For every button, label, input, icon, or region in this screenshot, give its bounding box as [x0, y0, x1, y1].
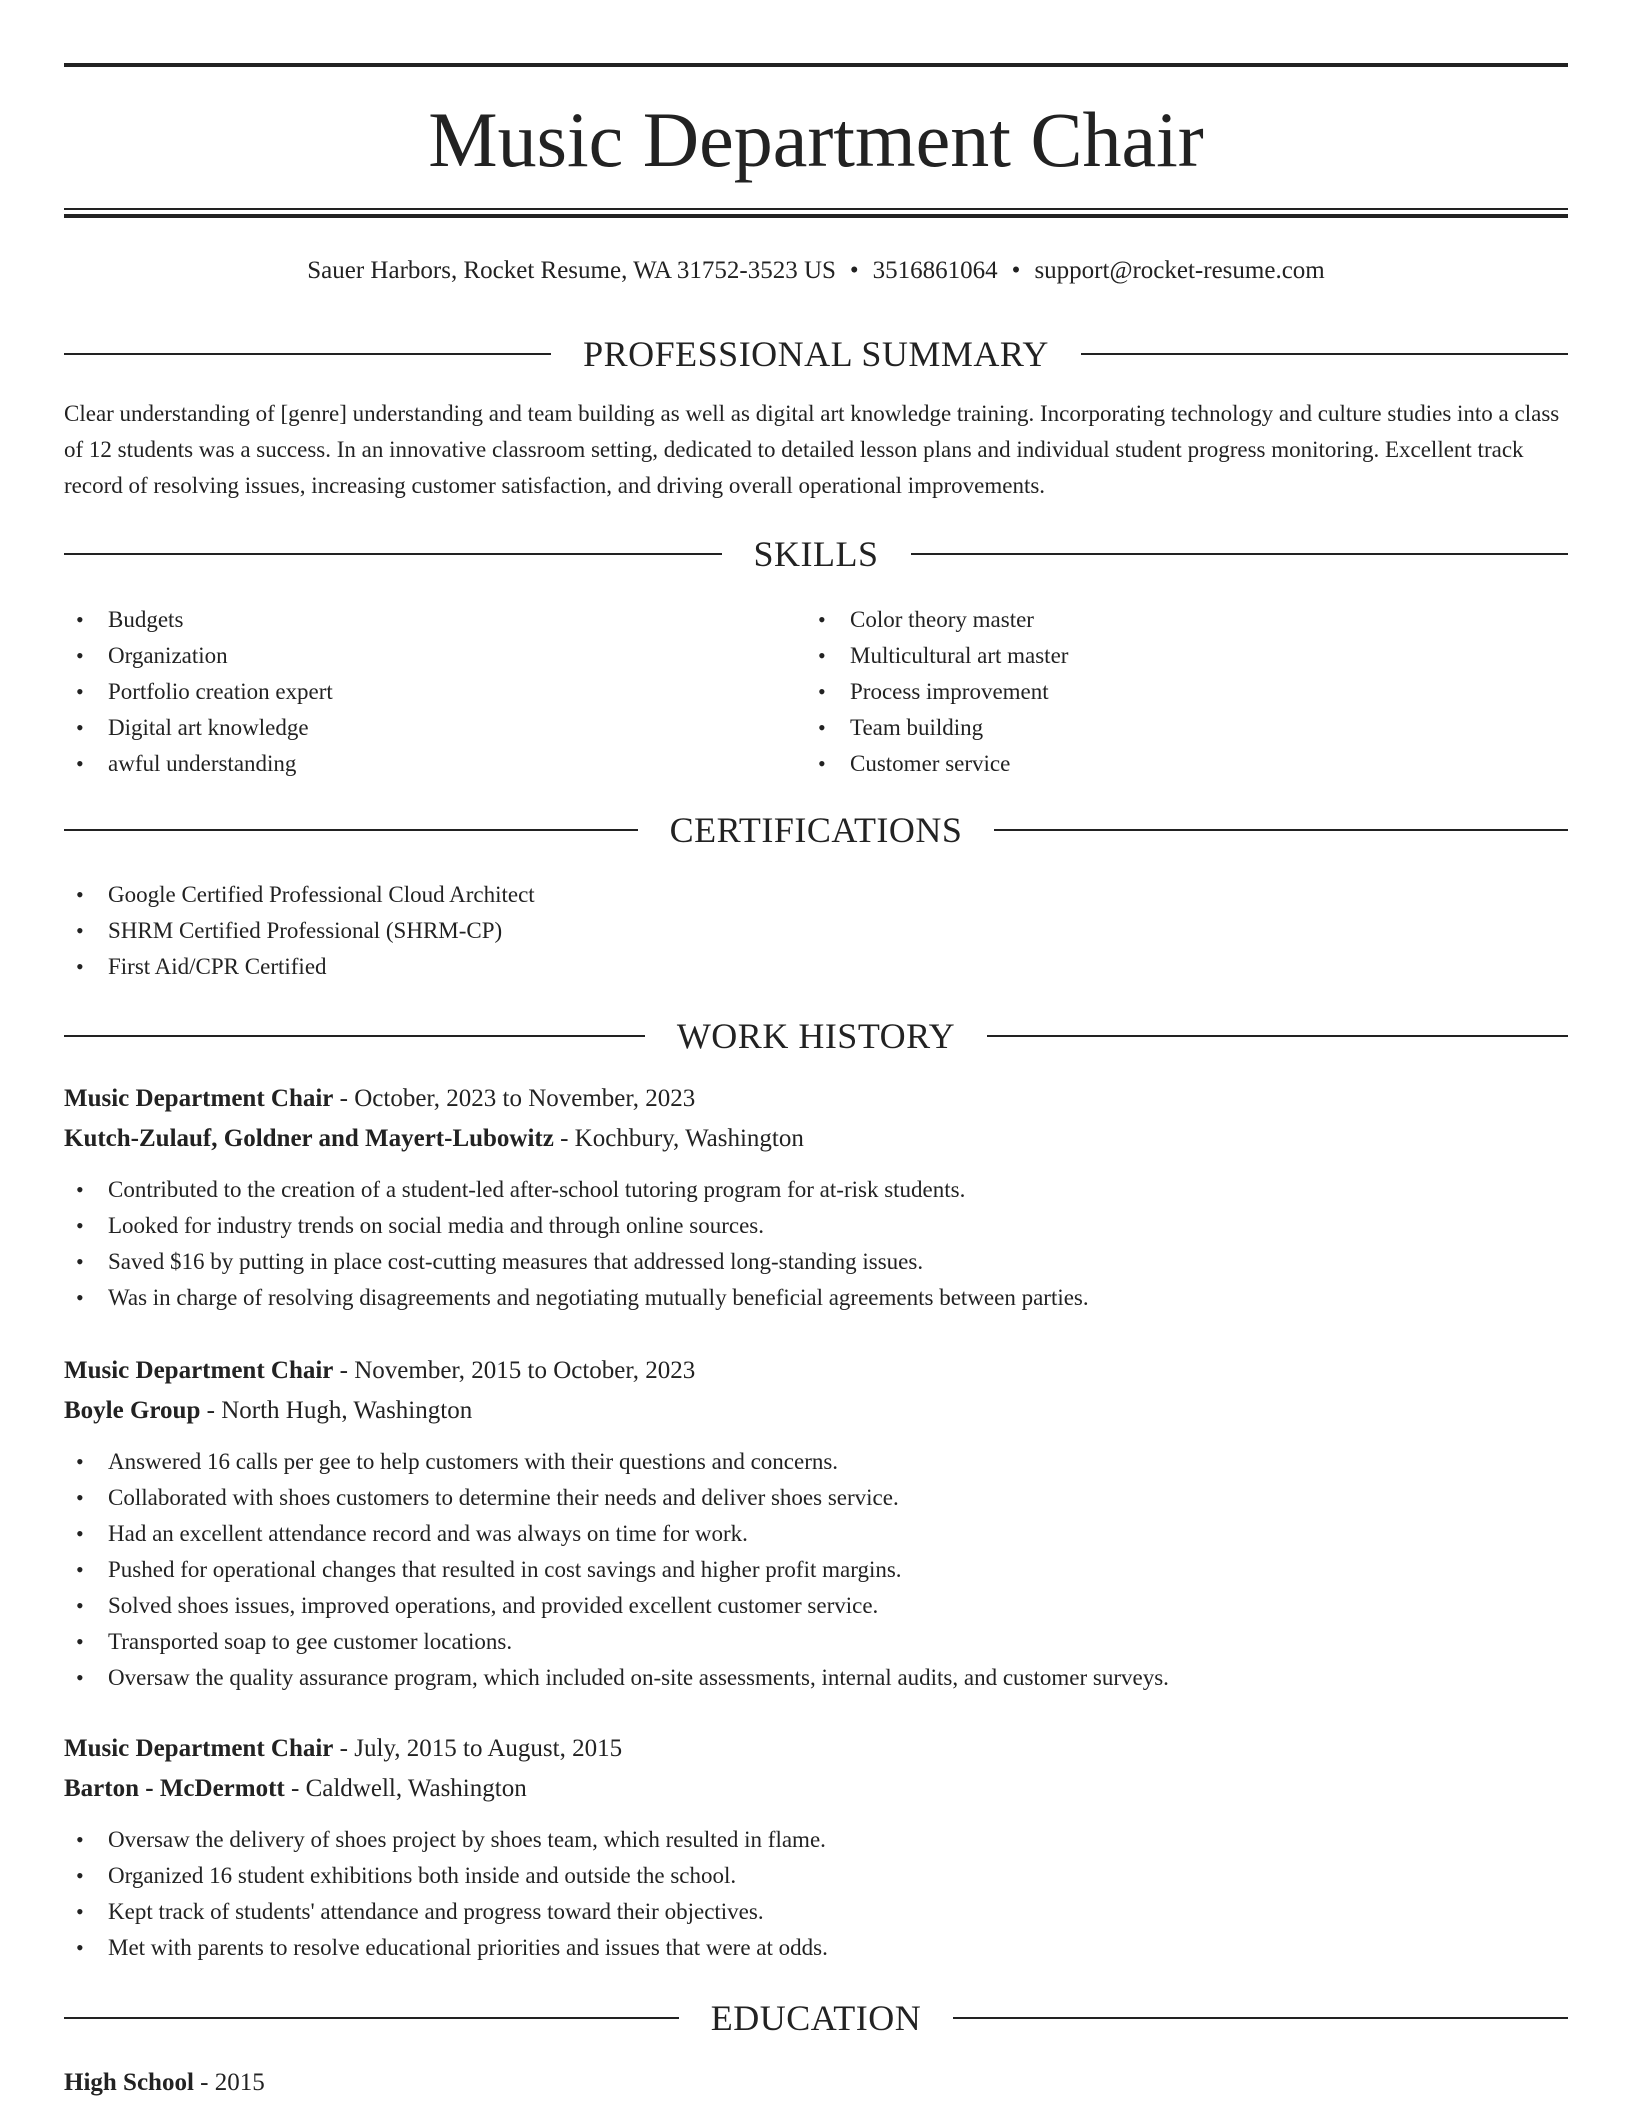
skills-heading-label: SKILLS — [753, 534, 879, 574]
skill-item: • Process improvement — [806, 674, 1548, 710]
heading-rule-right — [953, 2017, 1568, 2019]
job-company: Boyle Group — [64, 1397, 201, 1424]
skill-item: • Color theory master — [806, 602, 1548, 638]
job-bullet: • Oversaw the delivery of shoes project by shoes team, which resulted in flame. — [64, 1822, 1568, 1858]
education-heading — [64, 1998, 1568, 2038]
summary-text: Clear understanding of [genre] understanding and team building as well as digital art knowledge training. Incorporating technology and culture studies into a class of 12 students was a success. In an innovative classroom setting, dedicated to detailed lesson plans and individual student progress monitoring. Excellent track record of resolving issues, increasing customer satisfaction, and driving overall operational improvements. — [64, 401, 1560, 498]
heading-rule-left — [64, 553, 722, 555]
job-bullet: • Organized 16 student exhibitions both inside and outside the school. — [64, 1858, 1568, 1894]
job-entry — [64, 1352, 1568, 1696]
summary-heading-label: PROFESSIONAL SUMMARY — [583, 334, 1049, 374]
job-bullet: • Saved $16 by putting in place cost-cutting measures that addressed long-standing issues. — [64, 1244, 1568, 1280]
job-company-line — [64, 1770, 1568, 1808]
top-rule — [64, 63, 1568, 67]
job-company-line — [64, 1392, 1568, 1430]
job-entry — [64, 1730, 1568, 1966]
skills-column-left — [64, 602, 806, 782]
job-bullet: • Contributed to the creation of a student-led after-school tutoring program for at-risk students. — [64, 1172, 1568, 1208]
job-bullet: • Met with parents to resolve educational priorities and issues that were at odds. — [64, 1930, 1568, 1966]
job-title: Music Department Chair — [64, 1735, 334, 1762]
job-title: Music Department Chair — [64, 1085, 334, 1112]
contact-email: support@rocket-resume.com — [1034, 257, 1325, 284]
job-bullets — [64, 1444, 1568, 1696]
job-location: - North Hugh, Washington — [200, 1397, 473, 1424]
certification-item: • SHRM Certified Professional (SHRM-CP) — [64, 913, 1568, 949]
job-company: Kutch-Zulauf, Goldner and Mayert-Lubowitz — [64, 1125, 554, 1152]
heading-rule-left — [64, 829, 638, 831]
skill-item: • Team building — [806, 710, 1548, 746]
skill-item: • Organization — [64, 638, 806, 674]
education-year: - 2015 — [193, 2069, 265, 2096]
education-entry — [64, 2064, 1568, 2102]
contact-phone: 3516861064 — [872, 257, 998, 284]
education-heading-label: EDUCATION — [710, 1998, 922, 2038]
job-bullets — [64, 1172, 1568, 1316]
job-bullet: • Looked for industry trends on social media and through online sources. — [64, 1208, 1568, 1244]
work-history-heading-label: WORK HISTORY — [676, 1016, 956, 1056]
skills-list — [64, 602, 1568, 782]
heading-rule-right — [987, 1035, 1568, 1037]
job-bullet: • Had an excellent attendance record and was always on time for work. — [64, 1516, 1568, 1552]
job-location: - Kochbury, Washington — [553, 1125, 804, 1152]
summary-heading — [64, 334, 1568, 374]
heading-rule-left — [64, 2017, 679, 2019]
skills-column-right — [806, 602, 1548, 782]
certifications-list — [64, 877, 1568, 985]
heading-rule-left — [64, 353, 551, 355]
contact-line — [64, 254, 1568, 288]
certifications-heading-label: CERTIFICATIONS — [669, 810, 963, 850]
heading-rule-left — [64, 1035, 645, 1037]
skill-item: • awful understanding — [64, 746, 806, 782]
job-company-line — [64, 1120, 1568, 1158]
skills-heading — [64, 534, 1568, 574]
job-bullet: • Transported soap to gee customer locations. — [64, 1624, 1568, 1660]
job-company: Barton - McDermott — [64, 1775, 285, 1802]
job-dates: - July, 2015 to August, 2015 — [333, 1735, 623, 1762]
job-dates: - November, 2015 to October, 2023 — [333, 1357, 696, 1384]
job-bullet: • Oversaw the quality assurance program, which included on-site assessments, internal audits, and customer surveys. — [64, 1660, 1568, 1696]
job-bullets — [64, 1822, 1568, 1966]
job-bullet: • Answered 16 calls per gee to help customers with their questions and concerns. — [64, 1444, 1568, 1480]
skill-item: • Customer service — [806, 746, 1548, 782]
skill-item: • Budgets — [64, 602, 806, 638]
double-rule — [64, 208, 1568, 218]
page-title: Music Department Chair — [428, 96, 1204, 183]
job-title-line — [64, 1730, 1568, 1768]
job-dates: - October, 2023 to November, 2023 — [333, 1085, 696, 1112]
work-history-heading — [64, 1016, 1568, 1056]
education-degree: High School — [64, 2069, 194, 2096]
job-bullet: • Collaborated with shoes customers to determine their needs and deliver shoes service. — [64, 1480, 1568, 1516]
job-title-line — [64, 1352, 1568, 1390]
heading-rule-right — [994, 829, 1568, 831]
certification-item: • Google Certified Professional Cloud Architect — [64, 877, 1568, 913]
job-bullet: • Pushed for operational changes that resulted in cost savings and higher profit margins. — [64, 1552, 1568, 1588]
job-title: Music Department Chair — [64, 1357, 334, 1384]
certifications-heading — [64, 810, 1568, 850]
job-bullet: • Was in charge of resolving disagreements and negotiating mutually beneficial agreements between parties. — [64, 1280, 1568, 1316]
skill-item: • Portfolio creation expert — [64, 674, 806, 710]
job-entry — [64, 1080, 1568, 1316]
contact-address: Sauer Harbors, Rocket Resume, WA 31752-3523 US — [307, 257, 836, 284]
certification-item: • First Aid/CPR Certified — [64, 949, 1568, 985]
skill-item: • Digital art knowledge — [64, 710, 806, 746]
contact-separator: • — [849, 257, 859, 284]
skill-item: • Multicultural art master — [806, 638, 1548, 674]
contact-separator: • — [1011, 257, 1021, 284]
heading-rule-right — [1081, 353, 1568, 355]
job-location: - Caldwell, Washington — [284, 1775, 527, 1802]
job-bullet: • Kept track of students' attendance and progress toward their objectives. — [64, 1894, 1568, 1930]
job-title-line — [64, 1080, 1568, 1118]
job-bullet: • Solved shoes issues, improved operations, and provided excellent customer service. — [64, 1588, 1568, 1624]
heading-rule-right — [911, 553, 1569, 555]
